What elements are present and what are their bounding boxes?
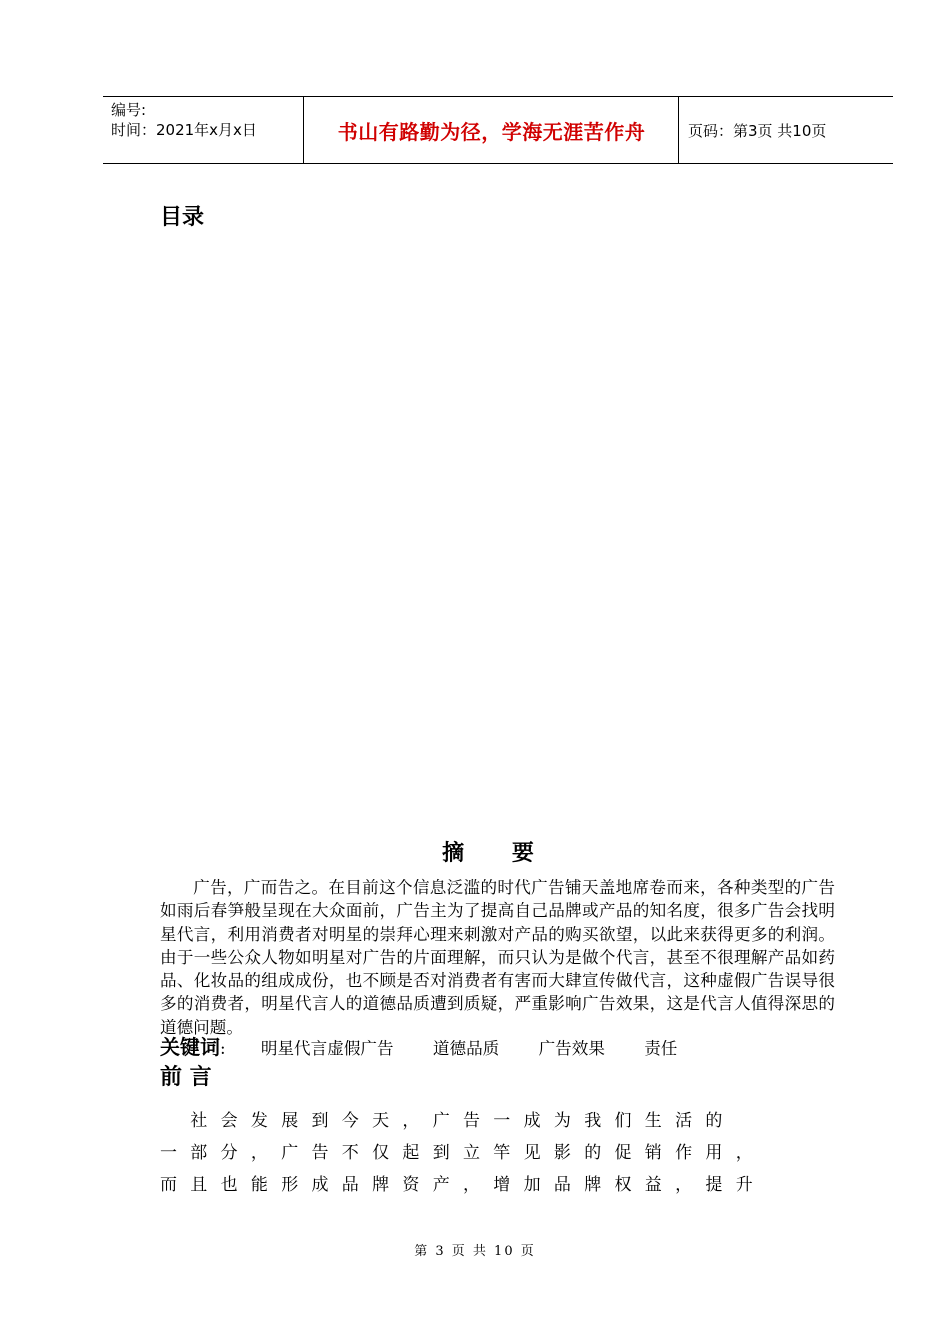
header-page-label: 页码：第3页 共10页 <box>688 121 827 140</box>
header-motto: 书山有路勤为径，学海无涯苦作舟 <box>337 119 646 144</box>
serial-label: 编号: <box>111 101 147 119</box>
keyword-term: 明星代言虚假广告 <box>260 1039 394 1058</box>
time-label: 时间：2021年x月x日 <box>111 121 257 139</box>
preface-line: 而且也能形成品牌资产，增加品牌权益，提升 <box>160 1175 766 1195</box>
keyword-term: 道德品质 <box>432 1039 500 1058</box>
page-footer: 第 3 页 共 10 页 <box>414 1244 536 1259</box>
preface-line: 一部分，广告不仅起到立竿见影的促销作用， <box>160 1143 766 1163</box>
preface-body <box>160 1105 840 1201</box>
abstract-title: 摘 要 <box>442 841 554 866</box>
keywords-line <box>160 1031 711 1060</box>
page-header <box>103 96 893 164</box>
keyword-term: 广告效果 <box>538 1039 605 1058</box>
keywords-label: 关键词 <box>160 1035 220 1059</box>
abstract-body: 广告，广而告之。在目前这个信息泛滥的时代广告铺天盖地席卷而来，各种类型的广告如雨后春笋般呈现在大众面前，广告主为了提高自己品牌或产品的知名度，很多广告会找明星代言，利用消费者对明星的崇拜心理来刺激对产品的购买欲望，以此来获得更多的利润。由于一些公众人物如明星对广告的片面理解，而只认为是做个代言，甚至不很理解产品如药品、化妆品的组成成份，也不顾是否对消费者有害而大肆宣传做代言，这种虚假广告误导很多的消费者，明星代言人的道德品质遭到质疑，严重影响广告效果，这是代言人值得深思的道德问题。 <box>160 878 835 1037</box>
toc-title: 目录 <box>160 205 205 230</box>
header-divider-right <box>678 97 679 163</box>
header-meta <box>111 100 257 140</box>
keywords-colon: : <box>220 1039 226 1058</box>
header-divider-left <box>303 97 304 163</box>
preface-line: 社会发展到今天，广告一成为我们生活的 <box>160 1111 736 1131</box>
preface-title: 前 言 <box>160 1065 212 1090</box>
keyword-term: 责任 <box>644 1039 678 1058</box>
